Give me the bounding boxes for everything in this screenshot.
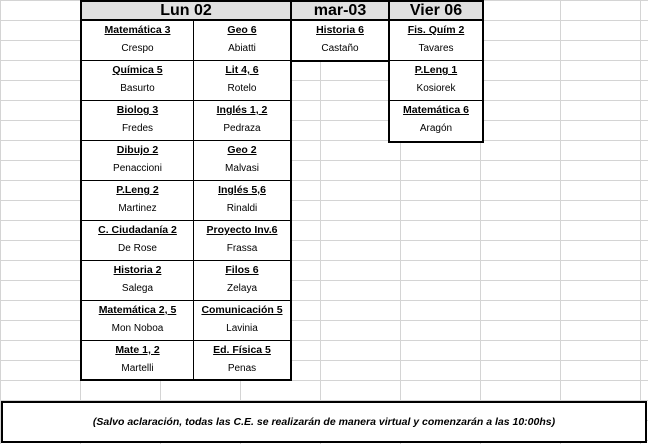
lun-right-teacher[interactable]: Malvasi <box>225 163 259 174</box>
lun-left-row-divider <box>82 220 193 221</box>
lun-left-subject[interactable]: Matemática 3 <box>104 24 171 36</box>
lun-right-teacher[interactable]: Lavinia <box>226 323 258 334</box>
lun-right-row-divider <box>194 260 290 261</box>
lun-right-row-divider <box>194 140 290 141</box>
lun-right-subject[interactable]: Proyecto Inv.6 <box>206 224 278 236</box>
lun-right-teacher[interactable]: Rotelo <box>227 83 257 94</box>
vier-row-divider <box>390 60 482 61</box>
lun-left-subject[interactable]: Mate 1, 2 <box>115 344 160 356</box>
lun-left-subject[interactable]: C. Ciudadanía 2 <box>98 224 177 236</box>
lun-left-subject[interactable]: Dibujo 2 <box>116 144 159 156</box>
lun-right-teacher[interactable]: Penas <box>227 363 257 374</box>
lun-left-teacher[interactable]: Crespo <box>121 43 154 54</box>
lun-left-subject[interactable]: Matemática 2, 5 <box>98 304 177 316</box>
lun-left-row-divider <box>82 60 193 61</box>
lun-left-subject[interactable]: Química 5 <box>112 64 163 76</box>
header-vier[interactable]: Vier 06 <box>388 0 484 21</box>
vier-subject[interactable]: Matemática 6 <box>403 104 469 116</box>
lun-left-teacher[interactable]: Martinez <box>118 203 157 214</box>
vier-teacher[interactable]: Kosiorek <box>416 83 456 94</box>
lun-left-subject[interactable]: Biolog 3 <box>116 104 159 116</box>
vier-teacher[interactable]: Aragón <box>419 123 453 134</box>
lun-right-row-divider <box>194 340 290 341</box>
header-mar[interactable]: mar-03 <box>290 0 390 21</box>
lun-right-subject[interactable]: Lit 4, 6 <box>225 64 259 76</box>
lun-right-row-divider <box>194 220 290 221</box>
lun-left-row-divider <box>82 140 193 141</box>
lun-left-teacher[interactable]: Martelli <box>121 363 154 374</box>
lun-left-teacher[interactable]: Mon Noboa <box>111 323 164 334</box>
lun-right-teacher[interactable]: Abiatti <box>228 43 256 54</box>
lun-right-subject[interactable]: Geo 6 <box>227 24 257 36</box>
lun-left-teacher[interactable]: Fredes <box>121 123 154 134</box>
lun-left-teacher[interactable]: Penaccioni <box>113 163 162 174</box>
lun-right-row-divider <box>194 180 290 181</box>
lun-left-row-divider <box>82 100 193 101</box>
vier-row-divider <box>390 100 482 101</box>
lun-left-subject[interactable]: Historia 2 <box>113 264 162 276</box>
lun-left-row-divider <box>82 340 193 341</box>
lun-right-row-divider <box>194 100 290 101</box>
lun-right-row-divider <box>194 60 290 61</box>
lun-right-subject[interactable]: Geo 2 <box>227 144 257 156</box>
lun-right-subject[interactable]: Comunicación 5 <box>201 304 283 316</box>
lun-right-teacher[interactable]: Frassa <box>226 243 258 254</box>
lun-right-teacher[interactable]: Rinaldi <box>226 203 258 214</box>
lun-right-subject[interactable]: Ed. Física 5 <box>213 344 271 356</box>
footer-note: (Salvo aclaración, todas las C.E. se realizarán de manera virtual y comenzarán a las 10:00hs) <box>1 401 647 443</box>
lun-left-row-divider <box>82 260 193 261</box>
vier-subject[interactable]: Fis. Quím 2 <box>407 24 465 36</box>
mar-teacher[interactable]: Castaño <box>321 43 359 54</box>
lun-right-row-divider <box>194 300 290 301</box>
lun-right-teacher[interactable]: Pedraza <box>223 123 261 134</box>
lun-right-subject[interactable]: Inglés 5,6 <box>218 184 266 196</box>
lun-right-subject[interactable]: Filos 6 <box>225 264 259 276</box>
lun-left-row-divider <box>82 300 193 301</box>
vier-subject[interactable]: P.Leng 1 <box>414 64 458 76</box>
lun-left-row-divider <box>82 180 193 181</box>
header-lun[interactable]: Lun 02 <box>80 0 292 21</box>
lun-left-teacher[interactable]: Salega <box>121 283 154 294</box>
lun-left-teacher[interactable]: Basurto <box>120 83 155 94</box>
lun-left-subject[interactable]: P.Leng 2 <box>116 184 159 196</box>
lun-right-teacher[interactable]: Zelaya <box>226 283 257 294</box>
vier-teacher[interactable]: Tavares <box>418 43 454 54</box>
lun-left-teacher[interactable]: De Rose <box>118 243 157 254</box>
mar-subject[interactable]: Historia 6 <box>316 24 364 36</box>
lun-right-subject[interactable]: Inglés 1, 2 <box>216 104 268 116</box>
